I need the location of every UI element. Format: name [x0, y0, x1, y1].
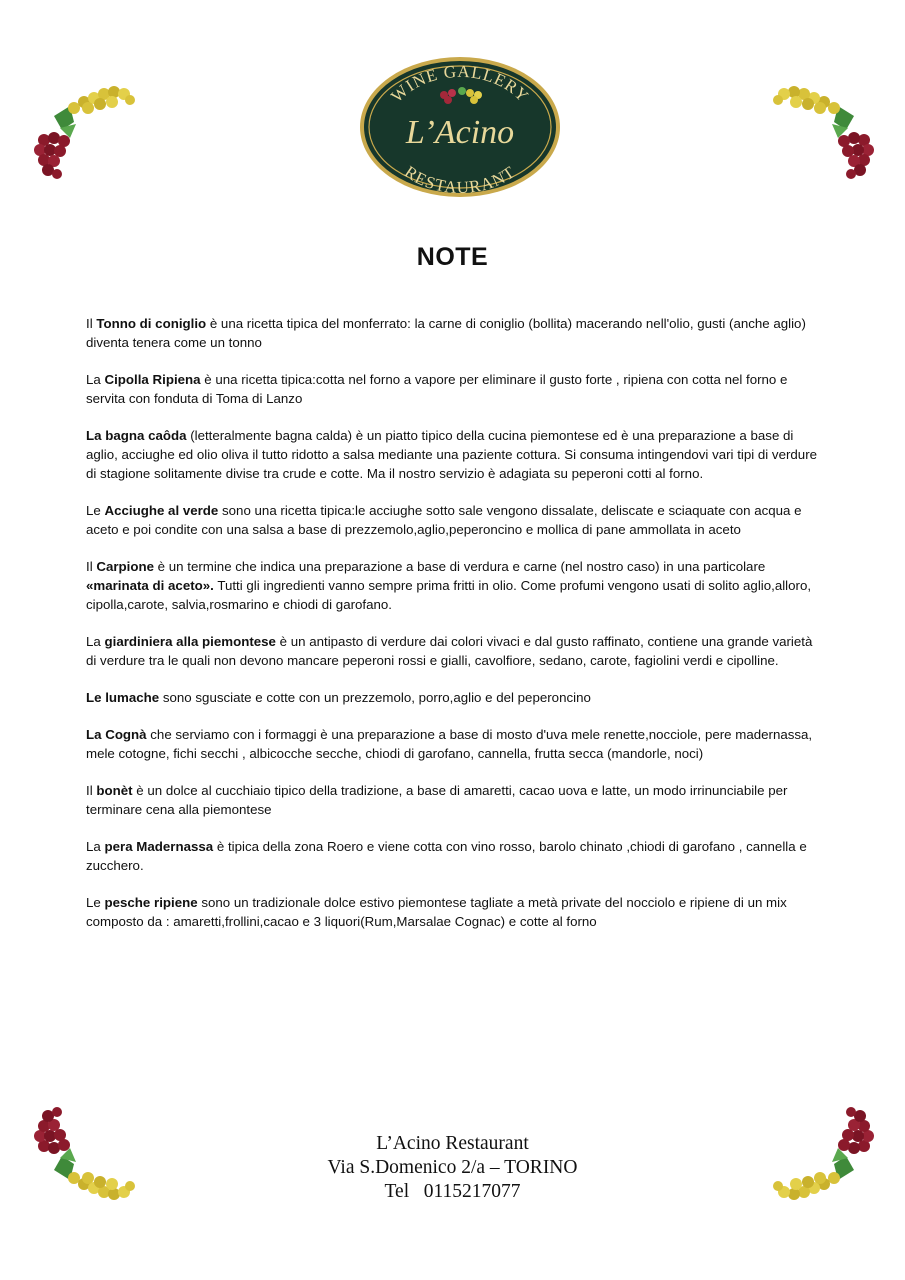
note-paragraph: Le pesche ripiene sono un tradizionale dolce estivo piemontese tagliate a metà private del nocciolo e ripiene di un mix composto da : amaretti,frollini,cacao e 3 liquori(Rum,Marsalae Cognac) e cotte al forno — [86, 895, 787, 929]
note-paragraph: Il Carpione è un termine che indica una preparazione a base di verdura e carne (nel nostro caso) in una particolare «marinata di aceto». Tutti gli ingredienti vanno sempre prima fritti in olio. Come profumi vengono usati di solito aglio,alloro, cipolla,carote, salvia,rosmarino e chiodi di garofano. — [86, 559, 812, 612]
grapes-icon — [30, 78, 140, 188]
restaurant-logo — [358, 55, 562, 200]
notes-list — [86, 314, 821, 949]
note-paragraph: La pera Madernassa è tipica della zona Roero e viene cotta con vino rosso, barolo chinato ,chiodi di garofano , cannella e zucchero. — [86, 839, 807, 873]
logo-name: L’Acino — [405, 114, 515, 151]
footer-phone: Tel 0115217077 — [384, 1181, 521, 1202]
note-paragraph: La giardiniera alla piemontese è un antipasto di verdure dai colori vivaci e dal gusto raffinato, contiene una grande varietà di verdure tra le quali non devono mancare peperoni rossi e gialli, cavolfiore, sedano, carote, fagiolini verdi e cipolline. — [86, 634, 813, 668]
note-paragraph: Il Tonno di coniglio è una ricetta tipica del monferrato: la carne di coniglio (bollita) macerando nell'olio, gusti (anche aglio) diventa tenera come un tonno — [86, 316, 806, 350]
note-paragraph: La bagna caôda (letteralmente bagna calda) è un piatto tipico della cucina piemontese ed è una preparazione a base di aglio, acciughe ed olio oliva il tutto ridotto a salsa mediante una paziente cottura. Si consuma intingendovi vari tipi di verdure di stagione solitamente divise tra crude e cotte. Ma il nostro servizio è adagiata su peperoni cotti al forno. — [86, 428, 818, 481]
footer-address: Via S.Domenico 2/a – TORINO — [327, 1157, 578, 1178]
page-title: NOTE — [416, 243, 489, 271]
logo-top-text: WINE GALLERY — [387, 61, 533, 107]
note-paragraph: La Cognà che serviamo con i formaggi è una preparazione a base di mosto d'uva mele renette,nocciole, pere madernassa, mele cotogne, fichi secchi , albicocche secche, chiodi di garofano, cannella, frutta secca (mandorle, noci) — [86, 727, 813, 761]
note-paragraph: Le lumache sono sgusciate e cotte con un prezzemolo, porro,aglio e del peperoncino — [86, 690, 591, 705]
note-paragraph: La Cipolla Ripiena è una ricetta tipica:cotta nel forno a vapore per eliminare il gusto forte , ripiena con cotta nel forno e servita con fonduta di Toma di Lanzo — [86, 372, 788, 406]
note-paragraph: Le Acciughe al verde sono una ricetta tipica:le acciughe sotto sale vengono dissalate, deliscate e sciaquate con acqua e aceto e poi condite con una salsa a base di prezzemolo,aglio,peperoncino e mollica di pane ammollata in aceto — [86, 503, 802, 537]
note-paragraph: Il bonèt è un dolce al cucchiaio tipico della tradizione, a base di amaretti, cacao uova e latte, un modo irrinunciabile per terminare cena alla piemontese — [86, 783, 788, 817]
footer-restaurant-name: L’Acino Restaurant — [376, 1133, 529, 1154]
footer-contact — [0, 1132, 905, 1204]
logo-bottom-text: RESTAURANT — [401, 162, 519, 198]
grapes-red — [34, 132, 70, 179]
grapes-yellow — [68, 86, 135, 114]
grapes-icon — [768, 78, 878, 188]
